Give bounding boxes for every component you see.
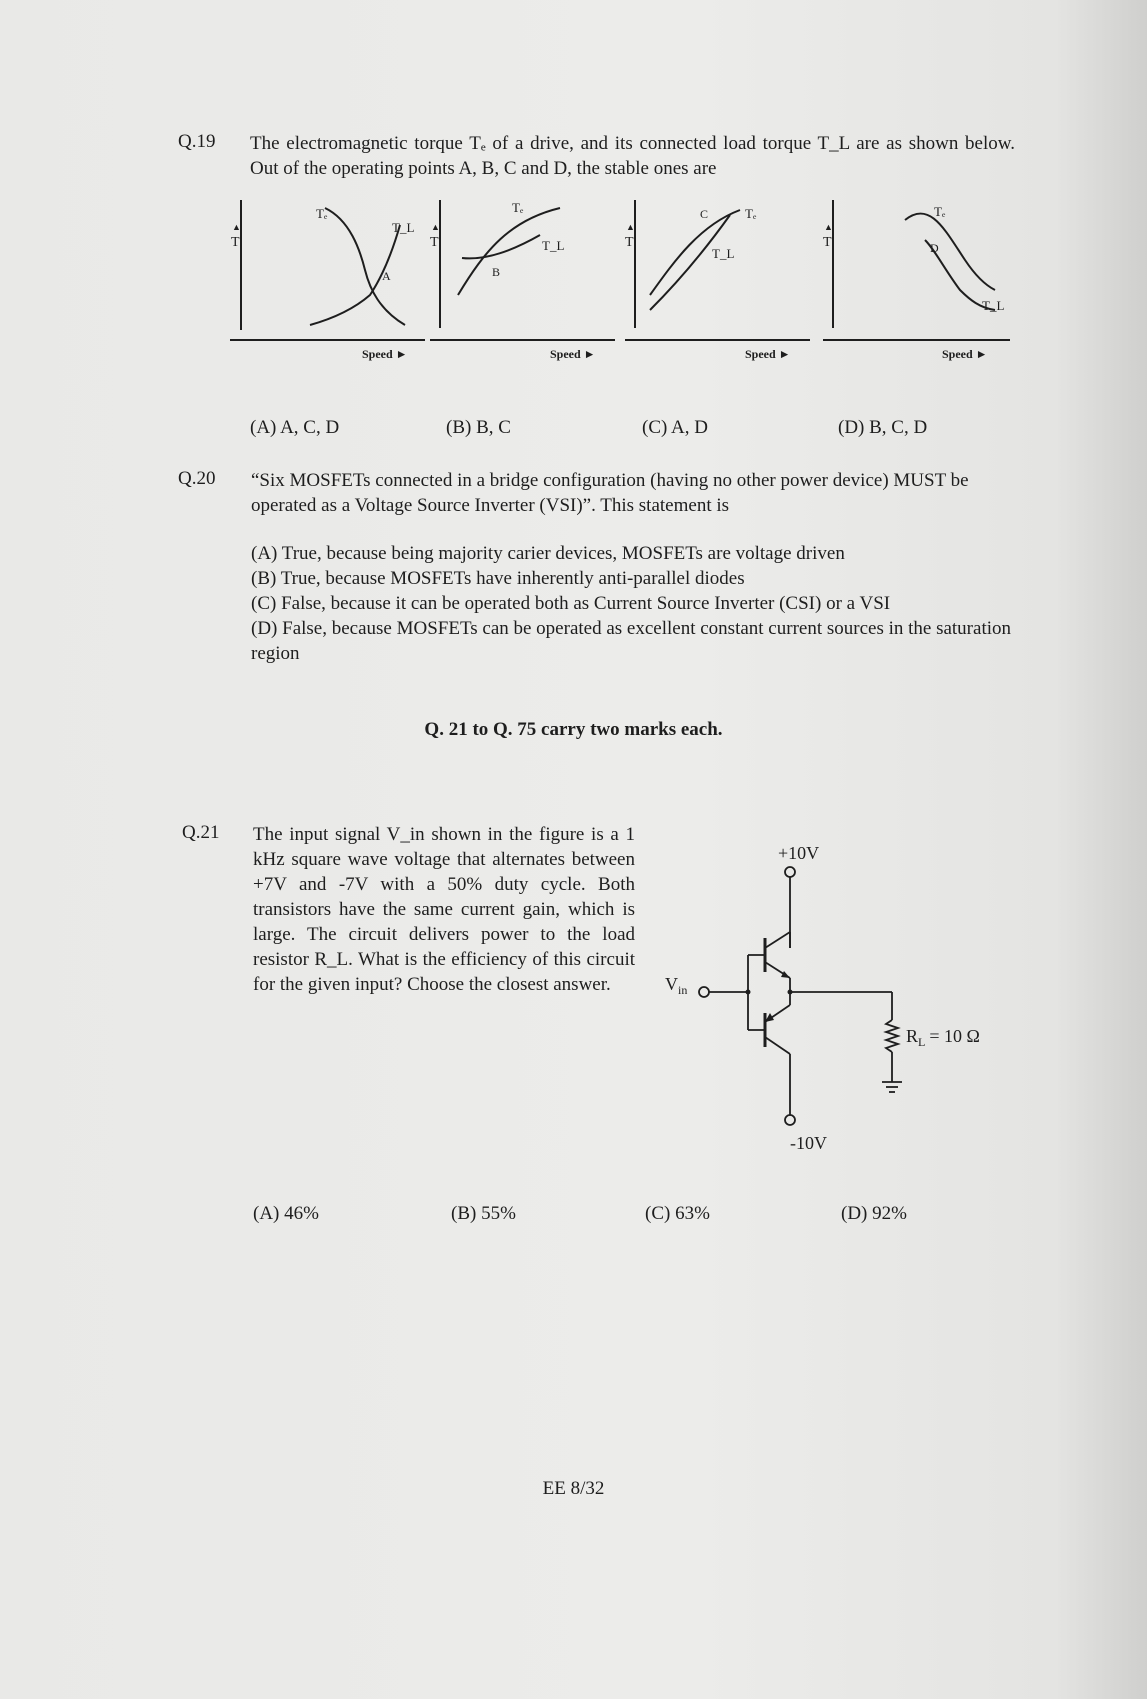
q21-text: The input signal V_in shown in the figure is a 1 kHz square wave voltage that alternates between +7V and -7V with a 50% duty cycle. Both transistors have the same current gain, which is large. The circuit delivers power to the load resistor R_L. What is the efficiency of this circuit for the given input? Choose the closest answer. — [253, 824, 635, 995]
point-b: B — [492, 265, 501, 279]
q19-option-c[interactable]: (C) A, D — [642, 417, 708, 438]
vminus-terminal — [785, 1115, 795, 1125]
load-resistor — [886, 1020, 898, 1052]
axis-label-t: T — [231, 235, 240, 250]
arrow-up-icon: ▲ — [626, 222, 635, 232]
arrow-up-icon: ▲ — [431, 222, 440, 232]
q19-option-b[interactable]: (B) B, C — [446, 417, 511, 438]
q20-number: Q.20 — [178, 468, 216, 489]
page-footer: EE 8/32 — [542, 1478, 605, 1499]
q19-option-d[interactable]: (D) B, C, D — [838, 417, 928, 438]
arrow-up-icon: ▲ — [824, 222, 833, 232]
graph-2 — [430, 200, 615, 361]
q21-number: Q.21 — [182, 822, 220, 843]
point-d: D — [930, 241, 939, 255]
te-curve — [905, 214, 995, 290]
vplus-label: +10V — [778, 843, 820, 863]
axis-label-speed: Speed ► — [745, 347, 791, 361]
q20-option-c[interactable]: (C) False, because it can be operated both as Current Source Inverter (CSI) or a VSI — [251, 593, 891, 614]
axis-label-speed: Speed ► — [550, 347, 596, 361]
axis-label-t: T — [430, 235, 439, 250]
axis-label-t: T — [823, 235, 832, 250]
tl-label: T_L — [542, 238, 565, 253]
te-label: Tₑ — [316, 206, 328, 221]
q19-number: Q.19 — [178, 131, 216, 152]
graph-4 — [823, 200, 1010, 361]
graph-3 — [625, 200, 810, 361]
q20-text: “Six MOSFETs connected in a bridge configuration (having no other power device) MUST be operated as a Voltage Source Inverter (VSI)”. This statement is — [251, 470, 969, 516]
tl-label: T_L — [392, 220, 415, 235]
vminus-label: -10V — [790, 1133, 827, 1153]
vplus-terminal — [785, 867, 795, 877]
arrow-up-icon: ▲ — [232, 222, 241, 232]
q21-option-c[interactable]: (C) 63% — [645, 1203, 710, 1224]
q20-option-a[interactable]: (A) True, because being majority carier devices, MOSFETs are voltage driven — [251, 543, 845, 564]
graph-1 — [230, 200, 425, 361]
axis-label-speed: Speed ► — [942, 347, 988, 361]
q21-option-a[interactable]: (A) 46% — [253, 1203, 319, 1224]
q20-options — [251, 541, 1021, 666]
rl-label: $R_L = 10$ Ω — [906, 1026, 980, 1049]
tl-label: T_L — [982, 298, 1005, 313]
q19-torque-speed-graphs — [230, 200, 1030, 370]
te-label: Tₑ — [745, 206, 757, 221]
te-label: Tₑ — [512, 200, 524, 215]
q21-options — [253, 1203, 1013, 1228]
q20-option-d[interactable]: (D) False, because MOSFETs can be operated as excellent constant current sources in the saturation region — [251, 618, 1011, 664]
point-c: C — [700, 207, 709, 221]
q20-option-b[interactable]: (B) True, because MOSFETs have inherently anti-parallel diodes — [251, 568, 745, 589]
tl-curve — [650, 215, 730, 310]
vin-terminal — [699, 987, 709, 997]
point-a: A — [382, 269, 391, 283]
section-heading: Q. 21 to Q. 75 carry two marks each. — [424, 719, 723, 740]
q21-option-d[interactable]: (D) 92% — [841, 1203, 907, 1224]
q19-option-a[interactable]: (A) A, C, D — [250, 417, 340, 438]
te-label: Tₑ — [934, 204, 946, 219]
axis-label-t: T — [625, 235, 634, 250]
q21-circuit-diagram — [660, 830, 1020, 1160]
tl-label: T_L — [712, 246, 735, 261]
vin-label: $V_{in}$ — [665, 974, 688, 997]
q19-text: The electromagnetic torque Tₑ of a drive, and its connected load torque T_L are as shown below. Out of the operating points A, B, C and D, the stable ones are — [250, 133, 1015, 179]
axis-label-speed: Speed ► — [362, 347, 408, 361]
q21-option-b[interactable]: (B) 55% — [451, 1203, 516, 1224]
q19-options — [250, 417, 1010, 442]
